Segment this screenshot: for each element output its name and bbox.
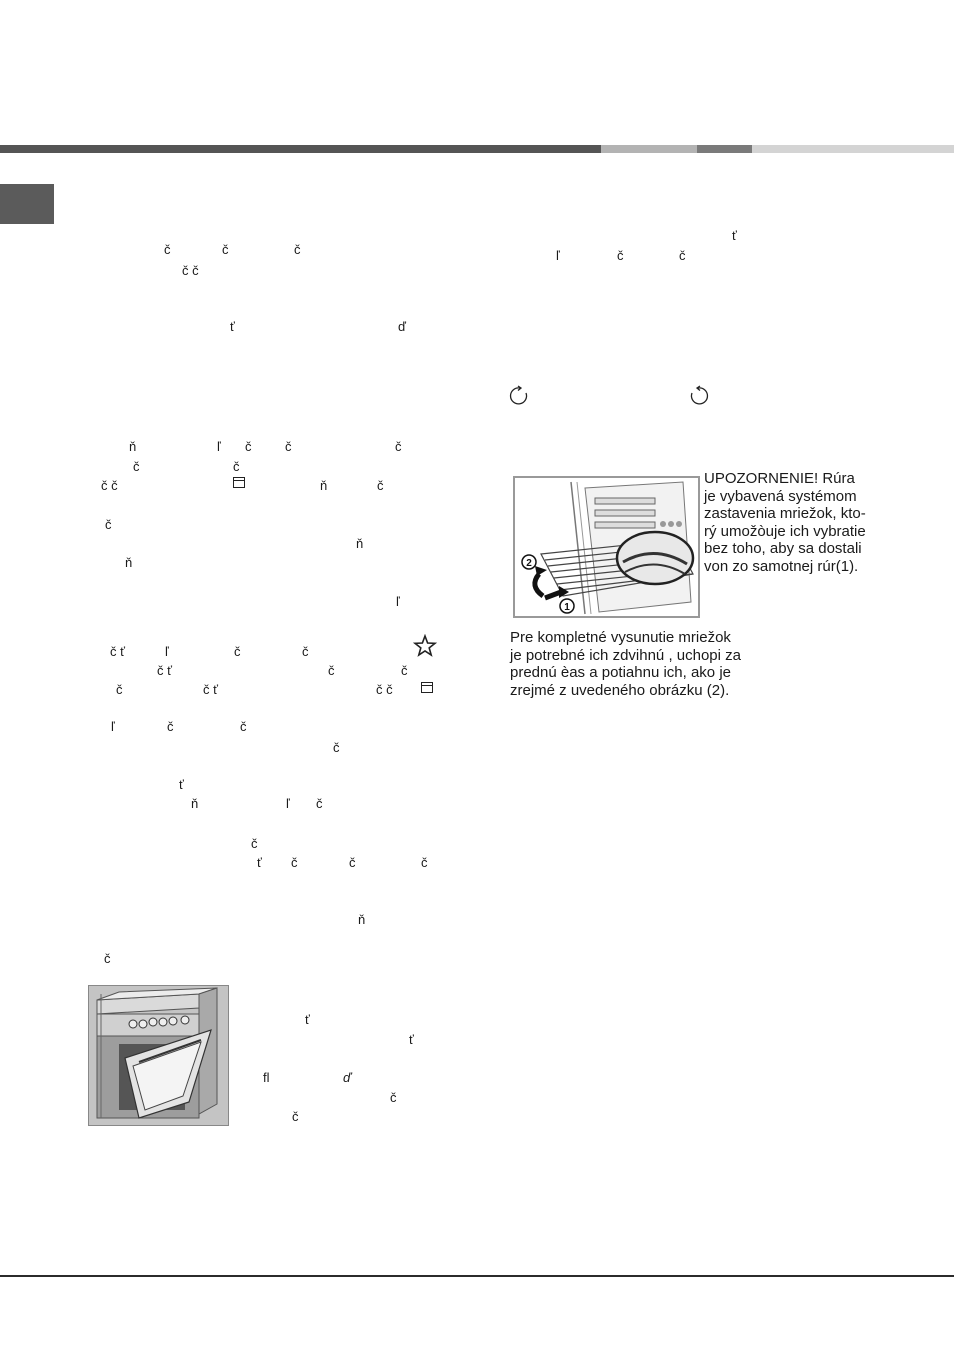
- warning-line: bez toho, aby sa dostali: [704, 540, 862, 557]
- text-fragment: ť: [230, 319, 235, 334]
- star-symbol-icon: [413, 634, 437, 658]
- text-fragment: č: [302, 644, 309, 659]
- step-label-2: 2: [526, 558, 532, 569]
- text-fragment: č: [377, 478, 384, 493]
- text-fragment: č ť: [157, 663, 172, 678]
- text-fragment: č: [291, 855, 298, 870]
- text-fragment: ľ: [217, 439, 221, 454]
- text-fragment: ň: [125, 555, 133, 570]
- text-fragment: č: [116, 682, 123, 697]
- text-fragment: ň: [320, 478, 328, 493]
- text-fragment: ď: [398, 319, 406, 334]
- text-fragment: č: [395, 439, 402, 454]
- text-fragment: ď: [343, 1070, 352, 1085]
- text-fragment: ň: [129, 439, 137, 454]
- text-fragment: č č: [376, 682, 393, 697]
- text-fragment: ť: [179, 777, 184, 792]
- rotate-clockwise-icon: [508, 385, 530, 407]
- text-fragment: č: [292, 1109, 299, 1124]
- oven-symbol-icon: [233, 477, 245, 488]
- text-fragment: č: [234, 644, 241, 659]
- text-fragment: č: [104, 951, 111, 966]
- text-fragment: č ť: [203, 682, 218, 697]
- text-fragment: č: [294, 242, 301, 257]
- text-fragment: č: [285, 439, 292, 454]
- text-fragment: č: [349, 855, 356, 870]
- warning-text: [704, 470, 889, 575]
- warning-line: zastavenia mriežok, kto-: [704, 505, 866, 522]
- shelf-removal-caption: [510, 629, 770, 699]
- text-fragment: č: [617, 248, 624, 263]
- header-bar-pale: [752, 145, 954, 153]
- oven-symbol-icon: [421, 682, 433, 693]
- warning-line: von zo samotnej rúr(1).: [704, 557, 859, 575]
- text-fragment: ľ: [165, 644, 169, 659]
- text-fragment: ť: [305, 1012, 310, 1027]
- rotate-counterclockwise-icon: [688, 385, 710, 407]
- text-fragment: č: [167, 719, 174, 734]
- text-fragment: ť: [409, 1032, 414, 1047]
- cooker-door-illustration: [88, 985, 229, 1126]
- text-fragment: ť: [257, 855, 262, 870]
- text-fragment: č: [390, 1090, 397, 1105]
- header-bar-light: [601, 145, 697, 153]
- text-fragment: ľ: [111, 719, 115, 734]
- text-fragment: č: [333, 740, 340, 755]
- text-fragment: ň: [356, 536, 364, 551]
- text-fragment: ľ: [286, 796, 290, 811]
- text-fragment: č: [245, 439, 252, 454]
- caption-line: prednú èas a potiahnu ich, ako je: [510, 664, 731, 681]
- text-fragment: fl: [263, 1070, 270, 1085]
- caption-line: zrejmé z uvedeného obrázku (2).: [510, 681, 730, 699]
- text-fragment: č č: [101, 478, 118, 493]
- text-fragment: č: [240, 719, 247, 734]
- text-fragment: ť: [732, 228, 737, 243]
- text-fragment: ľ: [556, 248, 560, 263]
- oven-shelf-illustration: [513, 476, 700, 618]
- text-fragment: č: [316, 796, 323, 811]
- text-fragment: ň: [191, 796, 199, 811]
- text-fragment: č: [133, 459, 140, 474]
- text-fragment: ľ: [396, 594, 400, 609]
- text-fragment: č č: [182, 263, 199, 278]
- language-tab-block: [0, 184, 54, 224]
- text-fragment: ň: [358, 912, 366, 927]
- text-fragment: č: [233, 459, 240, 474]
- text-fragment: č: [421, 855, 428, 870]
- text-fragment: č: [164, 242, 171, 257]
- warning-line: je vybavená systémom: [704, 487, 857, 505]
- warning-line: UPOZORNENIE! Rúra: [704, 470, 855, 487]
- text-fragment: č: [679, 248, 686, 263]
- header-bar-mid: [697, 145, 752, 153]
- text-fragment: č: [105, 517, 112, 532]
- text-fragment: č: [328, 663, 335, 678]
- text-fragment: č ť: [110, 644, 125, 659]
- warning-line: rý umožòuje ich vybratie: [704, 522, 866, 540]
- text-fragment: č: [222, 242, 229, 257]
- footer-rule: [0, 1275, 954, 1277]
- text-fragment: č: [251, 836, 258, 851]
- step-label-1: 1: [564, 602, 570, 613]
- text-fragment: č: [401, 663, 408, 678]
- header-bar-dark: [0, 145, 601, 153]
- caption-line: je potrebné ich zdvihnú , uchopi za: [510, 646, 741, 664]
- caption-line: Pre kompletné vysunutie mriežok: [510, 629, 731, 646]
